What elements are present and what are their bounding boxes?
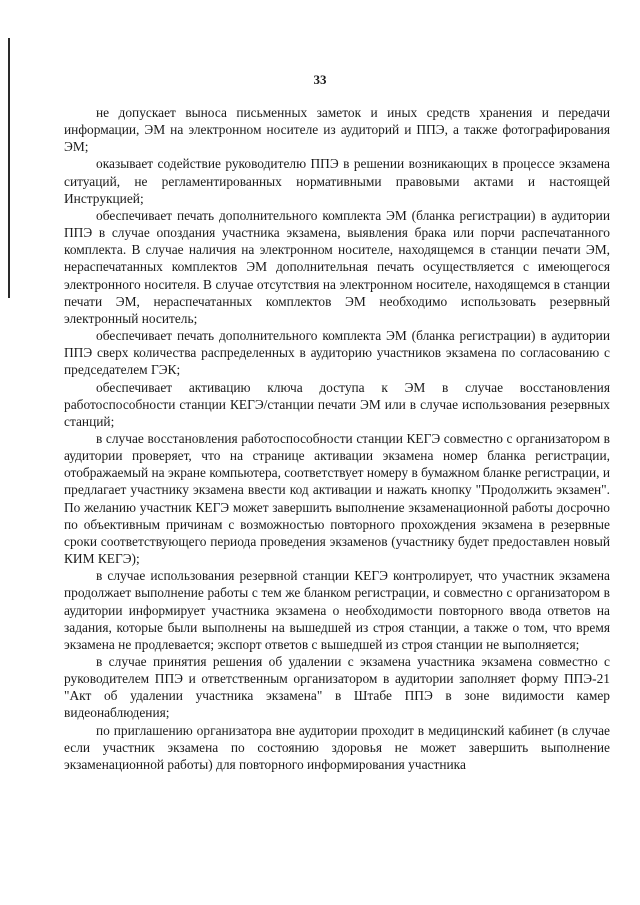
paragraph-no-notes-removal: не допускает выноса письменных заметок и иных средств хранения и передачи информации, ЭМ на электронном носителе из аудиторий и ППЭ, а также фотографирования ЭМ; <box>64 105 610 155</box>
page-number: 33 <box>313 72 327 87</box>
paragraph-print-additional-set: обеспечивает печать дополнительного комплекта ЭМ (бланка регистрации) в аудитории ППЭ в случае опоздания участника экзамена, выявления брака или порчи распечатанного комплекта. В случае наличия на электронном носителе, находящемся в станции печати ЭМ, нераспечатанных комплектов ЭМ дополнительная печать осуществляется с имеющегося электронного носителя. В случае отсутствия на электронном носителе, находящемся в станции печати ЭМ, нераспечатанных комплектов ЭМ необходимо использовать резервный электронный носитель; <box>64 207 610 326</box>
document-body <box>64 104 610 773</box>
paragraph-medical-office: по приглашению организатора вне аудитории проходит в медицинский кабинет (в случае если участник экзамена по состоянию здоровья не может завершить выполнение экзаменационной работы) для повторного информирования участника <box>64 722 610 772</box>
paragraph-station-restore: в случае восстановления работоспособности станции КЕГЭ совместно с организатором в аудитории проверяет, что на странице активации экзамена номер бланка регистрации, отображаемый на экране компьютера, соответствует номеру в бумажном бланке регистрации, и предлагает участнику экзамена ввести код активации и нажать кнопку "Продолжить экзамен". По желанию участник КЕГЭ может завершить выполнение экзаменационной работы досрочно по объективным причинам с возможностью повторного прохождения экзамена в резервные сроки соответствующего периода проведения экзаменов (участнику будет предоставлен новый КИМ КЕГЭ); <box>64 430 610 567</box>
paragraph-print-extra-set: обеспечивает печать дополнительного комплекта ЭМ (бланка регистрации) в аудитории ППЭ сверх количества распределенных в аудиторию участников экзамена по согласованию с председателем ГЭК; <box>64 328 610 378</box>
paragraph-removal-act: в случае принятия решения об удалении с экзамена участника экзамена совместно с руководителем ППЭ и ответственным организатором в аудитории заполняет форму ППЭ-21 "Акт об удалении участника экзамена" в Штабе ППЭ в зоне видимости камер видеонаблюдения; <box>64 654 610 721</box>
paragraph-reserve-station: в случае использования резервной станции КЕГЭ контролирует, что участник экзамена продолжает выполнение работы с тем же бланком регистрации, и совместно с организатором в аудитории информирует участника экзамена о необходимости повторного ввода ответов на задания, которые были выполнены на вышедшей из строя станции, а также о том, что время экзамена не продлевается; экспорт ответов с вышедшей из строя станции не выполняется; <box>64 568 610 652</box>
paragraph-activation-key: обеспечивает активацию ключа доступа к ЭМ в случае восстановления работоспособности станции КЕГЭ/станции печати ЭМ или в случае использования резервных станций; <box>64 379 610 429</box>
paragraph-assist-head: оказывает содействие руководителю ППЭ в решении возникающих в процессе экзамена ситуаций, не регламентированных нормативными правовыми актами и настоящей Инструкцией; <box>64 156 610 206</box>
